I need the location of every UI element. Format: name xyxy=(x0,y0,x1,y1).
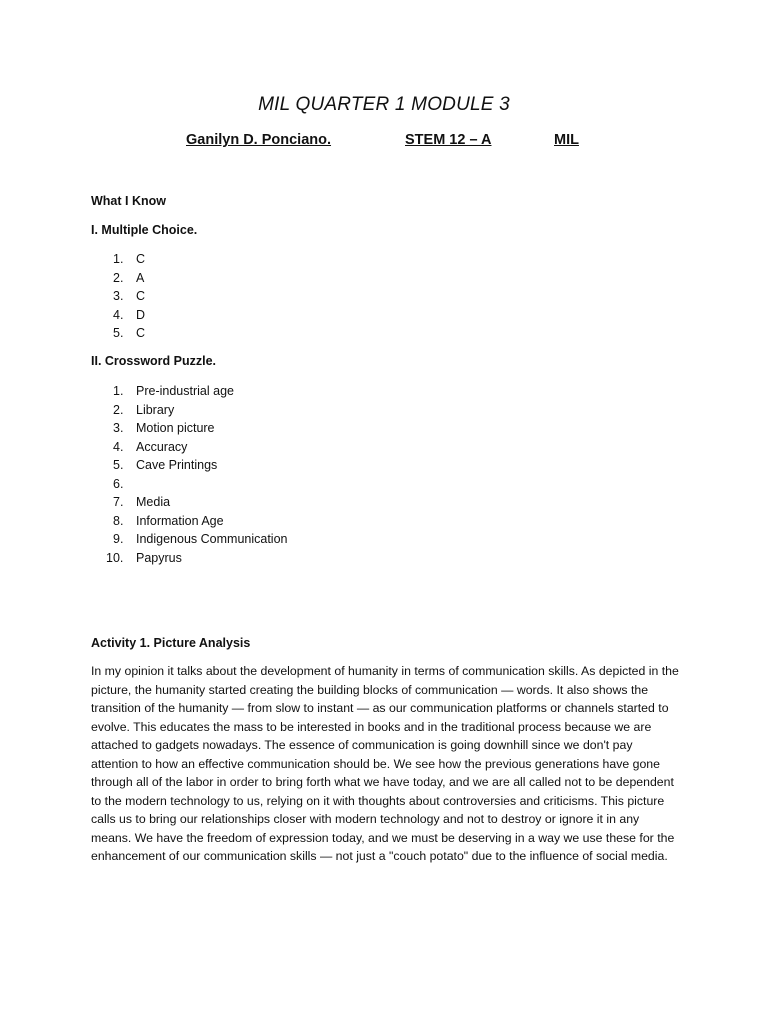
item-answer: A xyxy=(136,270,145,285)
list-item xyxy=(91,324,145,343)
item-answer: Library xyxy=(136,402,175,417)
activity-heading: Activity 1. Picture Analysis xyxy=(91,636,251,650)
student-name-text: Ganilyn D. Ponciano xyxy=(186,132,327,148)
list-item xyxy=(91,419,287,438)
item-number: 6. xyxy=(113,476,124,491)
item-number: 7. xyxy=(113,495,124,509)
list-item xyxy=(91,401,287,420)
document-title: MIL QUARTER 1 MODULE 3 xyxy=(258,94,510,115)
item-answer: Indigenous Communication xyxy=(136,532,288,546)
item-number: 4. xyxy=(113,307,124,322)
item-number: 9. xyxy=(113,532,124,546)
student-name xyxy=(186,132,331,148)
item-answer: Accuracy xyxy=(136,439,188,454)
multiple-choice-heading: I. Multiple Choice. xyxy=(91,223,198,237)
crossword-heading: II. Crossword Puzzle. xyxy=(91,354,217,368)
list-item xyxy=(91,250,145,269)
item-number: 8. xyxy=(113,513,124,528)
item-answer: Pre-industrial age xyxy=(136,384,234,398)
item-answer: C xyxy=(136,252,146,266)
list-item xyxy=(91,530,287,549)
item-number: 2. xyxy=(113,270,124,285)
crossword-list xyxy=(91,382,287,567)
item-answer: Papyrus xyxy=(136,550,182,565)
item-number: 5. xyxy=(113,458,124,472)
subject-label: MIL xyxy=(554,132,579,148)
list-item xyxy=(91,438,287,457)
list-item xyxy=(91,306,145,325)
what-i-know-heading: What I Know xyxy=(91,194,166,208)
item-answer: C xyxy=(136,326,146,340)
item-number: 2. xyxy=(113,402,124,417)
item-number: 5. xyxy=(113,326,124,340)
item-number: 3. xyxy=(113,289,124,303)
list-item xyxy=(91,549,287,568)
item-number: 3. xyxy=(113,421,124,435)
list-item xyxy=(91,287,145,306)
item-number: 1. xyxy=(113,252,124,266)
activity-body-paragraph: In my opinion it talks about the development of humanity in terms of communication skills. As depicted in the picture, the humanity started creating the building blocks of communication — words. It also shows the transition of the humanity — from slow to instant — as our communication platforms or channels started to evolve. This educates the mass to be interested in books and in the traditional process because we are attached to gadgets nowadays. The essence of communication is going downhill since we don't pay attention to how an effective communication should be. We see how the previous generations have gone through all of the labor in order to bring forth what we have today, and we are all called not to be dependent to the modern technology to us, relying on it with thoughts about controversies and criticisms. This picture calls us to bring our relationships closer with modern technology and not to destroy or ignore it in any means. We have the freedom of expression today, and we must be deserving in a way we use these for the enhancement of our communication skills — not just a "couch potato" due to the influence of social media. xyxy=(91,664,679,863)
item-answer: Media xyxy=(136,495,171,509)
item-answer: Motion picture xyxy=(136,421,215,435)
student-name-suffix: . xyxy=(327,132,332,148)
item-answer: Cave Printings xyxy=(136,458,218,472)
list-item xyxy=(91,456,287,475)
list-item xyxy=(91,512,287,531)
item-answer: D xyxy=(136,307,146,322)
list-item xyxy=(91,382,287,401)
item-number: 4. xyxy=(113,439,124,454)
item-number: 10. xyxy=(106,550,124,565)
list-item xyxy=(91,475,287,494)
item-answer: C xyxy=(136,289,146,303)
list-item xyxy=(91,493,287,512)
section-label: STEM 12 – A xyxy=(405,132,492,148)
item-answer: Information Age xyxy=(136,513,224,528)
list-item xyxy=(91,269,145,288)
multiple-choice-list xyxy=(91,250,145,343)
item-number: 1. xyxy=(113,384,124,398)
